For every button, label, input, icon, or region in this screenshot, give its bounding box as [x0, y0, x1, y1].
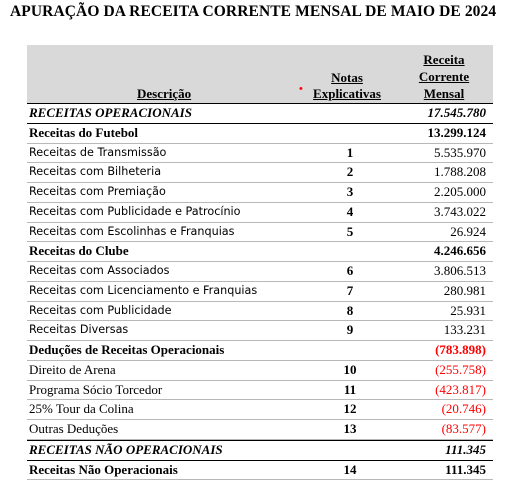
table-row — [27, 302, 493, 322]
row-note-number: 11 — [330, 381, 370, 400]
table-row — [27, 282, 493, 302]
row-note-number: 4 — [330, 203, 370, 222]
header-notes-line1: Notas — [311, 70, 383, 86]
table-row — [27, 183, 493, 203]
row-description: 25% Tour da Colina — [29, 400, 134, 419]
table-row — [27, 144, 493, 164]
row-value: 3.806.513 — [434, 262, 486, 281]
row-description: Receitas com Premiação — [29, 183, 166, 202]
row-note-number: 8 — [330, 302, 370, 321]
table-row — [27, 104, 493, 124]
table-header — [27, 45, 493, 104]
row-description: Receitas com Bilheteria — [29, 163, 161, 182]
row-value: 111.345 — [445, 461, 486, 480]
row-description: Direito de Arena — [29, 361, 116, 380]
table-row — [27, 163, 493, 183]
header-revenue-line1: Receita — [408, 51, 480, 68]
bullet-marker-icon: • — [299, 83, 303, 95]
table-row — [27, 440, 493, 461]
row-value: 2.205.000 — [434, 183, 486, 202]
row-value: 17.545.780 — [428, 104, 487, 123]
row-value: (255.758) — [435, 361, 486, 380]
table-body — [27, 104, 493, 480]
row-note-number: 13 — [330, 420, 370, 439]
row-value: 3.743.022 — [434, 203, 486, 222]
table-row — [27, 341, 493, 361]
row-description: Receitas com Publicidade e Patrocínio — [29, 203, 241, 222]
header-revenue — [408, 51, 480, 102]
row-value: 25.931 — [450, 302, 486, 321]
row-value: 1.788.208 — [434, 163, 486, 182]
header-description: Descrição — [137, 86, 191, 102]
header-revenue-line3: Mensal — [408, 85, 480, 102]
row-description: RECEITAS NÃO OPERACIONAIS — [29, 441, 223, 460]
row-description: Receitas com Publicidade — [29, 302, 172, 321]
row-description: Receitas Diversas — [29, 321, 128, 340]
table-row — [27, 321, 493, 341]
row-value: 4.246.656 — [434, 242, 486, 261]
row-note-number: 6 — [330, 262, 370, 281]
row-value: (83.577) — [442, 420, 486, 439]
row-description: Receitas do Futebol — [29, 124, 138, 143]
row-note-number: 7 — [330, 282, 370, 301]
row-description: Receitas com Licenciamento e Franquias — [29, 282, 257, 301]
row-value: 13.299.124 — [428, 124, 487, 143]
row-description: Deduções de Receitas Operacionais — [29, 341, 224, 360]
row-note-number: 14 — [330, 461, 370, 480]
table-row — [27, 124, 493, 144]
row-value: 5.535.970 — [434, 144, 486, 163]
table-row — [27, 381, 493, 401]
row-note-number: 2 — [330, 163, 370, 182]
table-row — [27, 203, 493, 223]
row-value: (423.817) — [435, 381, 486, 400]
header-notes — [311, 70, 383, 102]
row-note-number: 5 — [330, 223, 370, 242]
row-value: 26.924 — [450, 223, 486, 242]
row-value: (20.746) — [442, 400, 486, 419]
table-row — [27, 242, 493, 262]
table-row — [27, 400, 493, 420]
row-value: 111.345 — [445, 441, 486, 460]
table-row — [27, 361, 493, 381]
row-description: RECEITAS OPERACIONAIS — [29, 104, 192, 123]
table-row — [27, 461, 493, 480]
report-title: APURAÇÃO DA RECEITA CORRENTE MENSAL DE MAIO DE 2024 — [10, 3, 496, 21]
row-note-number: 1 — [330, 144, 370, 163]
row-note-number: 9 — [330, 321, 370, 340]
row-description: Receitas de Transmissão — [29, 144, 166, 163]
row-description: Receitas do Clube — [29, 242, 129, 261]
table-row — [27, 262, 493, 282]
row-description: Receitas com Escolinhas e Franquias — [29, 223, 235, 242]
row-description: Programa Sócio Torcedor — [29, 381, 162, 400]
row-value: (783.898) — [435, 341, 486, 360]
row-description: Receitas com Associados — [29, 262, 169, 281]
row-note-number: 3 — [330, 183, 370, 202]
row-value: 280.981 — [444, 282, 486, 301]
row-note-number: 10 — [330, 361, 370, 380]
header-revenue-line2: Corrente — [408, 68, 480, 85]
revenue-table — [27, 45, 493, 480]
row-description: Outras Deduções — [29, 420, 118, 439]
table-row — [27, 420, 493, 440]
row-value: 133.231 — [444, 321, 486, 340]
header-notes-line2: Explicativas — [311, 86, 383, 102]
row-description: Receitas Não Operacionais — [29, 461, 178, 480]
table-row — [27, 223, 493, 243]
row-note-number: 12 — [330, 400, 370, 419]
